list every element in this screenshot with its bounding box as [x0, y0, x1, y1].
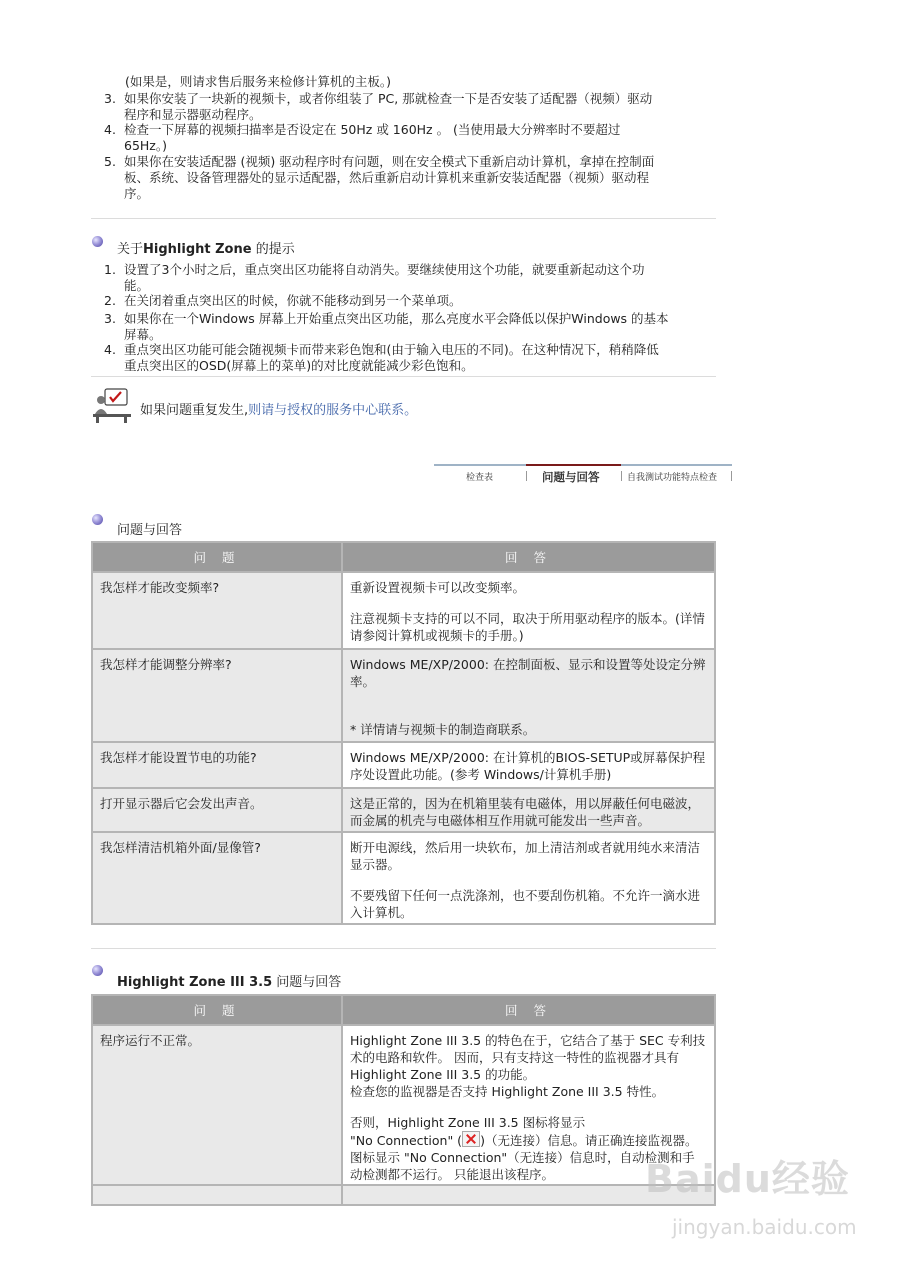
table-row	[93, 789, 714, 831]
bullet-icon	[92, 965, 103, 976]
answer-cell: Highlight Zone III 3.5 的特色在于，它结合了基于 SEC 专利技术的电路和软件。 因而，只有支持这一特性的监视器才具有 Highlight Zone III 3.5 的功能。 检查您的监视器是否支持 Highlight Zone III 3.5 特性。 否则，Highlight Zone III 3.5 图标将显示 "No Connection" ( )（无连接）信息。请正确连接监视器。 图标显示 "No Connection"（无连接）信息时，自动检测和手动检测都不运行。 只能退出该程序。	[343, 1026, 714, 1184]
answer-cell: Windows ME/XP/2000: 在控制面板、显示和设置等处设定分辨率。 * 详情请与视频卡的制造商联系。	[343, 650, 714, 741]
bullet-icon	[92, 514, 103, 525]
table-row	[93, 743, 714, 787]
answer-cell: 重新设置视频卡可以改变频率。 注意视频卡支持的可以不同，取决于所用驱动程序的版本。(详情请参阅计算机或视频卡的手册。)	[343, 573, 714, 648]
technician-icon	[92, 388, 132, 424]
table-row	[93, 1186, 714, 1204]
question-cell: 我怎样才能改变频率?	[93, 573, 341, 648]
question-cell: 我怎样才能调整分辨率?	[93, 650, 341, 741]
watermark-logo: Baidu经验	[645, 1157, 850, 1201]
question-cell	[93, 1186, 341, 1204]
tab-qa[interactable]: 问题与回答	[542, 470, 600, 484]
question-cell: 我怎样才能设置节电的功能?	[93, 743, 341, 787]
no-connection-icon	[462, 1131, 480, 1147]
section-title-qa: 问题与回答	[117, 523, 183, 538]
column-header-question: 问 题	[93, 543, 341, 571]
table-row	[93, 573, 714, 648]
divider	[91, 948, 716, 949]
qa-table	[91, 541, 716, 925]
question-cell: 我怎样清洁机箱外面/显像管?	[93, 833, 341, 923]
column-header-question: 问 题	[93, 996, 341, 1024]
section-title-highlight-tips: 关于Highlight Zone 的提示	[117, 242, 295, 257]
bullet-icon	[92, 236, 103, 247]
tab-self-test[interactable]: 自我测试功能特点检查	[627, 473, 718, 483]
tab-checklist[interactable]: 检查表	[466, 473, 494, 483]
service-center-link[interactable]: 则请与授权的服务中心联系。	[248, 403, 418, 418]
answer-cell: Windows ME/XP/2000: 在计算机的BIOS-SETUP或屏幕保护程序处设置此功能。(参考 Windows/计算机手册)	[343, 743, 714, 787]
hz-qa-table	[91, 994, 716, 1206]
table-row	[93, 650, 714, 741]
column-header-answer: 回 答	[343, 543, 714, 571]
watermark-url: jingyan.baidu.com	[672, 1215, 857, 1239]
question-cell: 程序运行不正常。	[93, 1026, 341, 1184]
answer-cell: 断开电源线，然后用一块软布，加上清洁剂或者就用纯水来清洁显示器。 不要残留下任何一点洗涤剂，也不要刮伤机箱。不允许一滴水进入计算机。	[343, 833, 714, 923]
divider	[91, 218, 716, 219]
answer-cell: 这是正常的，因为在机箱里装有电磁体，用以屏蔽任何电磁波，而金属的机壳与电磁体相互作用就可能发出一些声音。	[343, 789, 714, 831]
section-title-hz-qa: Highlight Zone III 3.5 问题与回答	[117, 975, 342, 990]
top-numbered-list: 3. 如果你安装了一块新的视频卡，或者你组装了 PC, 那就检查一下是否安装了适配器（视频）驱动 程序和显示器驱动程序。 4. 检查一下屏幕的视频扫描率是否设定在 50Hz 或 160Hz 。 (当使用最大分辨率时不要超过 65Hz。) 5. 如果你在安装适配器 (视频) 驱动程序时有问题，则在安全模式下重新启动计算机，拿掉在控制面 板、系统、设备管理器处的显示适配器，然后重新启动计算机来重新安装适配器（视频）驱动程 序。	[104, 91, 655, 201]
question-cell: 打开显示器后它会发出声音。	[93, 789, 341, 831]
tab-bar	[434, 464, 732, 488]
table-row	[93, 833, 714, 923]
highlight-tips-list: 1. 设置了3个小时之后，重点突出区功能将自动消失。要继续使用这个功能，就要重新起动这个功 能。 2. 在关闭着重点突出区的时候，你就不能移动到另一个菜单项。 3. 如果你在一个Windows 屏幕上开始重点突出区功能，那么亮度水平会降低以保护Windows 的基本 屏幕。 4. 重点突出区功能可能会随视频卡而带来彩色饱和(由于输入电压的不同)。在这种情况下，稍稍降低 重点突出区的OSD(屏幕上的菜单)的对比度就能减少彩色饱和。	[104, 262, 669, 373]
service-note: 如果问题重复发生,则请与授权的服务中心联系。	[140, 403, 418, 418]
column-header-answer: 回 答	[343, 996, 714, 1024]
top-continuation: (如果是，则请求售后服务来检修计算机的主板。)	[125, 74, 392, 89]
table-row	[93, 1026, 714, 1184]
divider	[91, 376, 716, 377]
